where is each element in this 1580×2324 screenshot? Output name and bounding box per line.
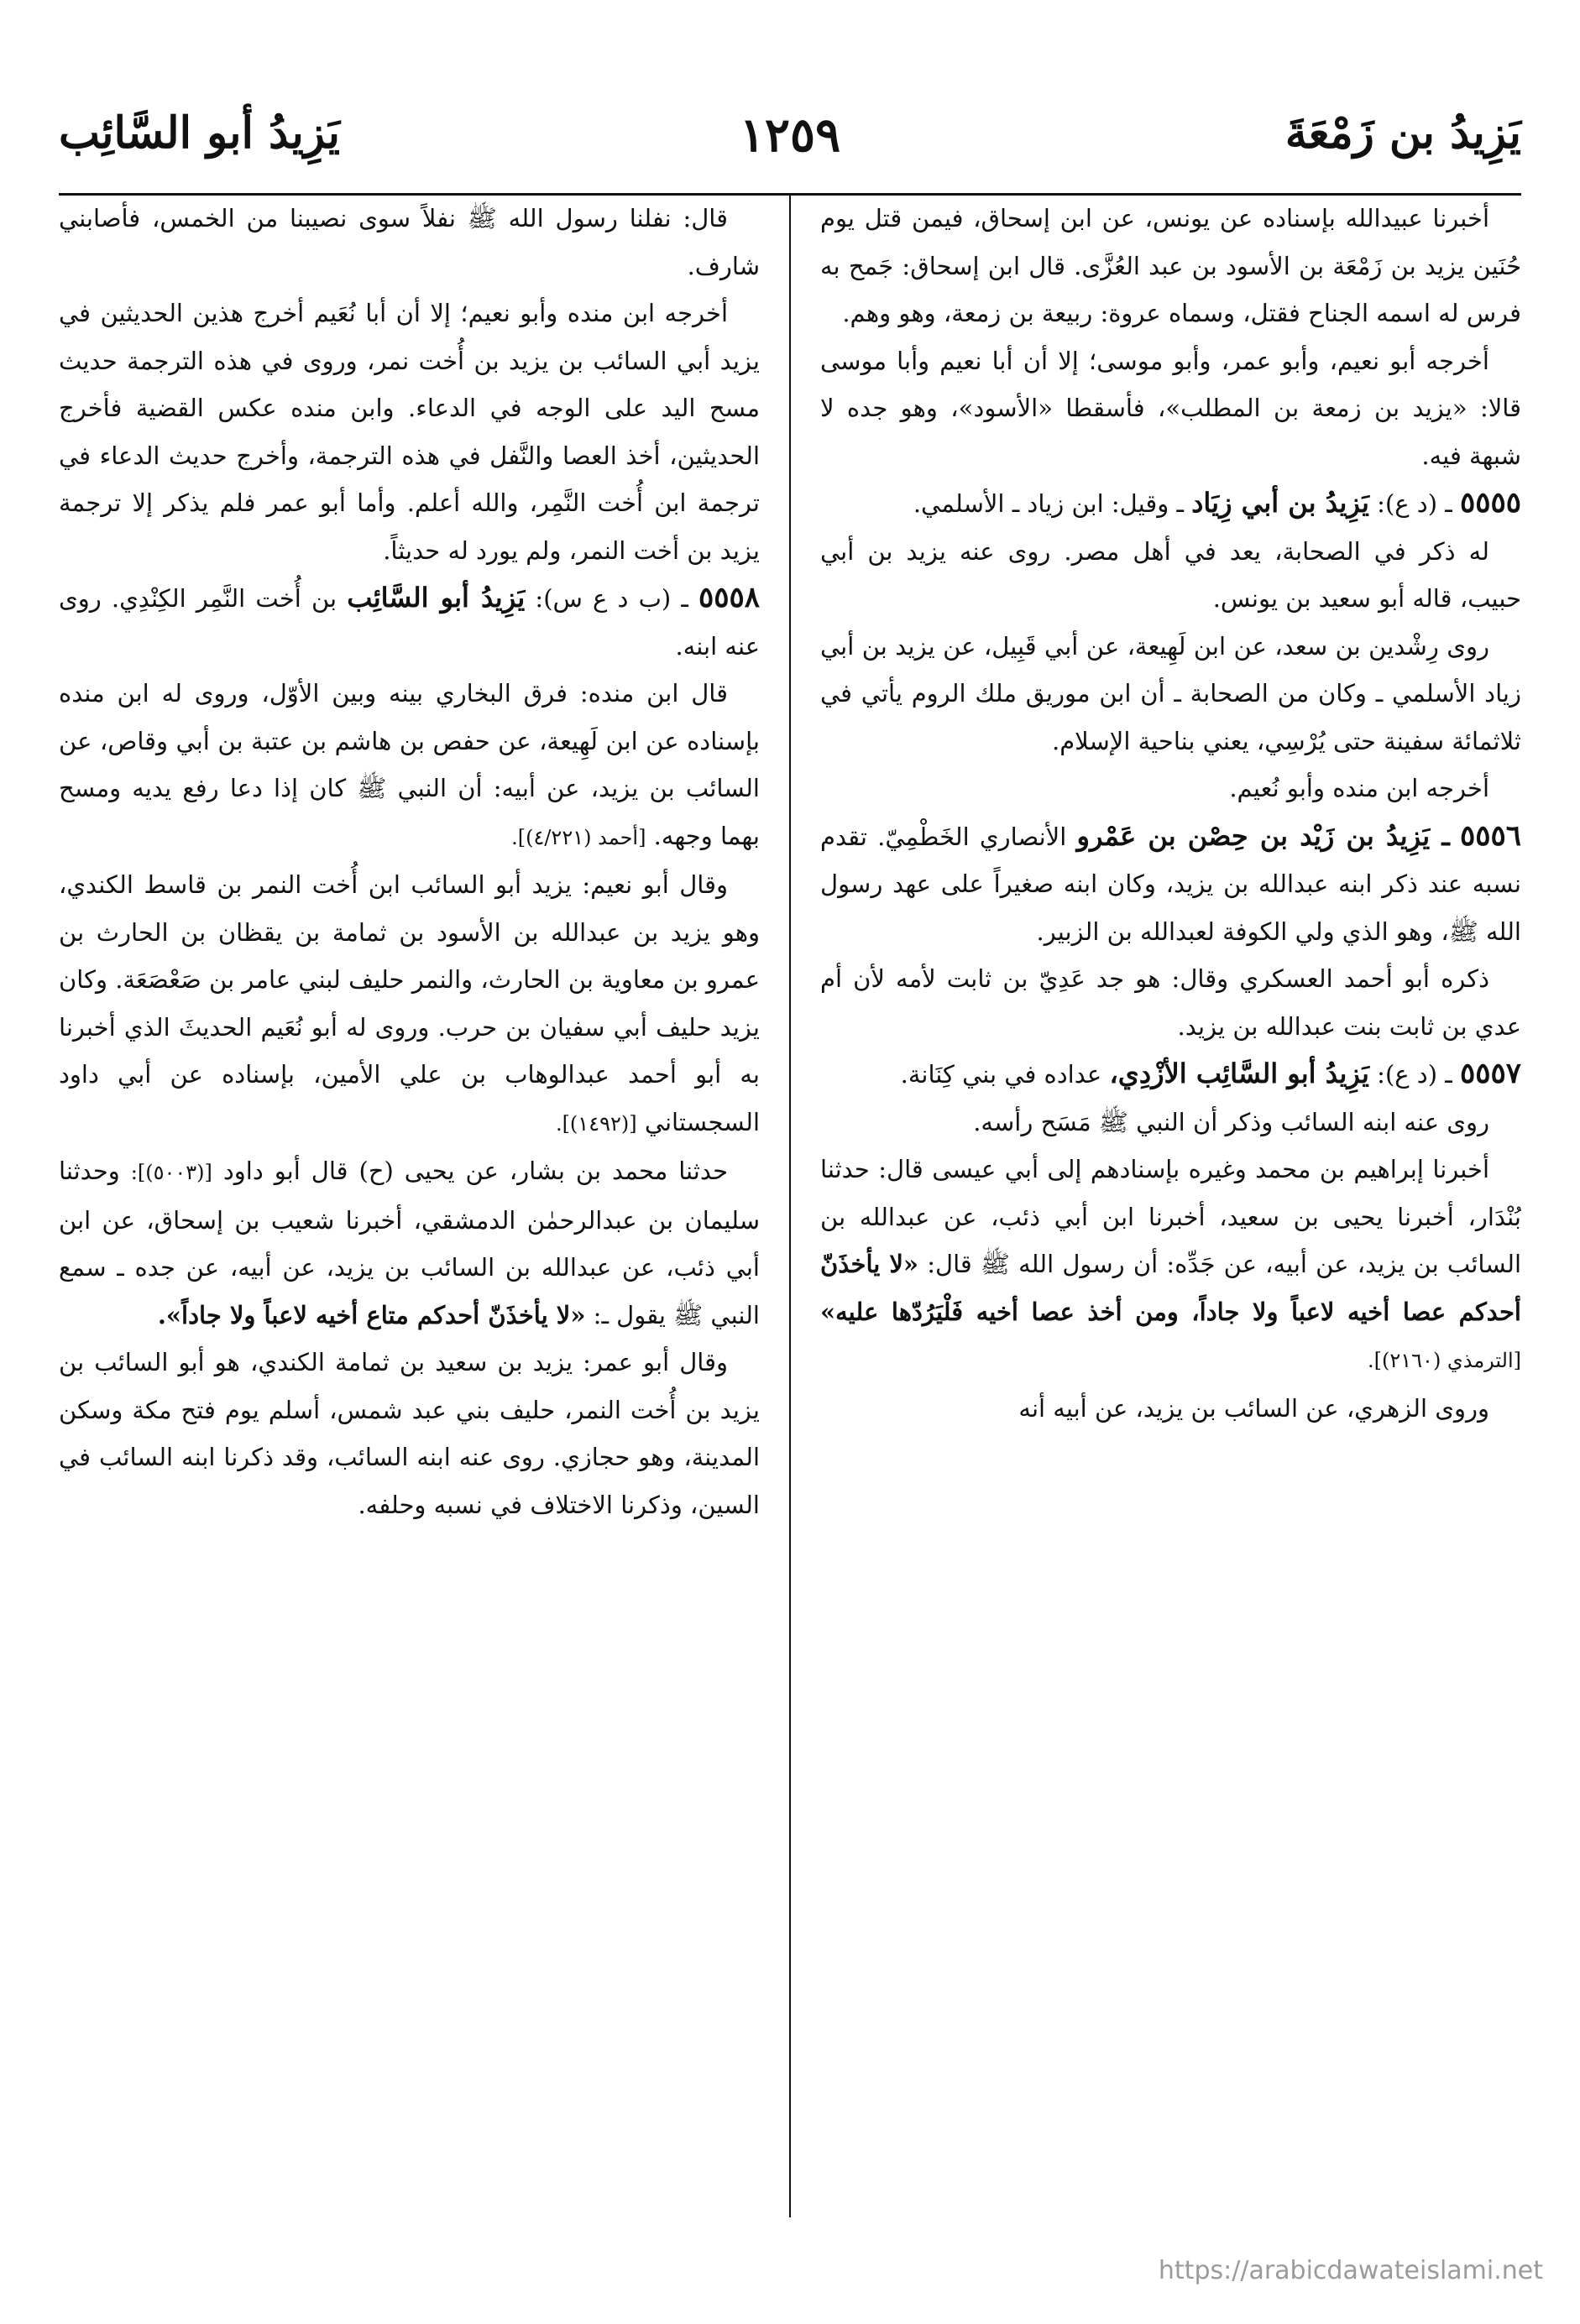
- paragraph: [59, 1147, 760, 1339]
- entry-name: يَزِيدُ أبو السَّائِب: [347, 582, 526, 614]
- entry-5555: [820, 479, 1521, 528]
- running-title-left: يَزِيدُ أبو السَّائِب: [59, 107, 340, 159]
- entry-name: ـ يَزِيدُ بن زَيْد بن حِصْن بن عَمْرو: [1076, 819, 1450, 852]
- entry-name: يَزِيدُ أبو السَّائِب الأزْدِي،: [1109, 1058, 1369, 1089]
- entry-number: ٥٥٥٥: [1459, 486, 1521, 520]
- right-column: [820, 195, 1521, 2226]
- left-column: [59, 195, 760, 2226]
- entry-symbols: ـ (د ع):: [1377, 489, 1452, 518]
- reference: [(١٤٩٢)].: [555, 1111, 637, 1136]
- paragraph: أخرجه ابن منده وأبو نعيم؛ إلا أن أبا نُعَيم أخرج هذين الحديثين في يزيد أبي السائب بن يزيد بن أُخت نمر، وروى في هذه الترجمة حديث مسح اليد على الوجه في الدعاء. وابن منده عكس القضية فأخرج الحديثين، أخذ العصا والنَّفل في هذه الترجمة، وأخرج حديث الدعاء في ترجمة ابن أُخت النَّمِر، والله أعلم. وأما أبو عمر فلم يذكر إلا ترجمة يزيد بن أخت النمر، ولم يورد له حديثاً.: [59, 299, 760, 565]
- entry-text: عداده في بني كِنَانة.: [900, 1060, 1102, 1089]
- entry-symbols: ـ (د ع):: [1377, 1060, 1452, 1089]
- page-header: [59, 101, 1521, 196]
- entry-number: ٥٥٥٨: [698, 581, 760, 614]
- entry-symbols: ـ (ب د ع س):: [535, 584, 688, 613]
- paragraph: [820, 1146, 1521, 1385]
- hadith-chain: أخبرنا إبراهيم بن محمد وغيره بإسنادهم إلى أبي عيسى قال: حدثنا بُنْدَار، أخبرنا يحيى بن سعيد، أخبرنا ابن أبي ذئب، عن عبدالله بن السائب بن يزيد، عن أبيه، عن جَدِّه: أن رسول الله ﷺ قال:: [820, 1155, 1521, 1278]
- paragraph: وقال أبو عمر: يزيد بن سعيد بن ثمامة الكندي، هو أبو السائب بن يزيد بن أُخت النمر، حليف بني عبد شمس، أسلم يوم فتح مكة وسكن المدينة، وهو حجازي. روى عنه ابنه السائب، وقد ذكرنا ابنه السائب في السين، وذكرنا الاختلاف في نسبه وحلفه.: [59, 1348, 760, 1519]
- paragraph: قال: نفلنا رسول الله ﷺ نفلاً سوى نصيبنا من الخمس، فأصابني شارف.: [59, 204, 760, 280]
- entry-5558: [59, 574, 760, 670]
- hadith-text: «لا يأخذَنّ أحدكم عصا أخيه لاعباً ولا جاداً، ومن أخذ عصا أخيه فَلْيَرُدّها عليه»: [820, 1250, 1521, 1326]
- paragraph: أخبرنا عبيدالله بإسناده عن يونس، عن ابن إسحاق، فيمن قتل يوم حُنَين يزيد بن زَمْعَة بن الأسود بن عبد العُزَّى. قال ابن إسحاق: جَمح به فرس له اسمه الجناح فقتل، وسماه عروة: ربيعة بن زمعة، وهو وهم.: [820, 204, 1521, 327]
- paragraph: [59, 861, 760, 1147]
- entry-5556: [820, 812, 1521, 956]
- entry-text: بن أُخت النَّمِر الكِنْدِي. روى عنه ابنه.: [59, 584, 760, 661]
- paragraph: أخرجه ابن منده وأبو نُعيم.: [1229, 774, 1489, 802]
- hadith-chain: وحدثنا سليمان بن عبدالرحمٰن الدمشقي، أخبرنا شعيب بن إسحاق، عن ابن أبي ذئب، عن عبدالله بن السائب بن يزيد، عن أبيه، عن جده ـ سمع النبي ﷺ يقول ـ:: [59, 1157, 760, 1329]
- entry-name: يَزِيدُ بن أبي زِيَاد: [1191, 487, 1369, 519]
- paragraph-text: وقال أبو نعيم: يزيد أبو السائب ابن أُخت النمر بن قاسط الكندي، وهو يزيد بن عبدالله بن الأسود بن ثمامة بن يقظان بن الحارث بن عمرو بن معاوية بن الحارث، والنمر حليف لبني عامر بن صَعْصَعَة. وكان يزيد حليف أبي سفيان بن حرب. وروى له أبو نُعَيم الحديثَ الذي أخبرنا به أبو أحمد عبدالوهاب بن علي الأمين، بإسناده عن أبي داود السجستاني: [59, 870, 760, 1136]
- paragraph: [59, 670, 760, 861]
- paragraph: أخرجه أبو نعيم، وأبو عمر، وأبو موسى؛ إلا أن أبا نعيم وأبا موسى قالا: «يزيد بن زمعة بن المطلب»، فأسقطا «الأسود»، وهو جده لا شبهة فيه.: [820, 346, 1521, 470]
- paragraph: وروى الزهري، عن السائب بن يزيد، عن أبيه أنه: [1018, 1393, 1489, 1423]
- reference: [أحمد (٤/٢٢١)].: [511, 825, 646, 849]
- entry-number: ٥٥٥٧: [1459, 1057, 1521, 1090]
- paragraph: له ذكر في الصحابة، يعد في أهل مصر. روى عنه يزيد بن أبي حبيب، قاله أبو سعيد بن يونس.: [820, 536, 1521, 613]
- reference: [(٥٠٠٣)]:: [130, 1161, 212, 1184]
- entry-text: ـ وقيل: ابن زياد ـ الأسلمي.: [913, 489, 1184, 518]
- entry-text: الأنصاري الخَطْمِيّ. تقدم نسبه عند ذكر ابنه عبدالله بن يزيد، وكان ابنه صغيراً على عهد رسول الله ﷺ، وهو الذي ولي الكوفة لعبدالله بن الزبير.: [820, 822, 1521, 946]
- entry-number: ٥٥٥٦: [1459, 818, 1521, 853]
- hadith-text: «لا يأخذَنّ أحدكم متاع أخيه لاعباً ولا جاداً».: [157, 1300, 586, 1329]
- reference: [الترمذي (٢١٦٠)].: [1368, 1349, 1521, 1372]
- paragraph: روى رِشْدين بن سعد، عن ابن لَهِيعة، عن أبي قَبِيل، عن يزيد بن أبي زياد الأسلمي ـ وكان من الصحابة ـ أن ابن موريق ملك الروم يأتي في ثلاثمائة سفينة حتى يُرْسِي، يعني بناحية الإسلام.: [820, 631, 1521, 755]
- paragraph-text: قال ابن منده: فرق البخاري بينه وبين الأوّل، وروى له ابن منده بإسناده عن ابن لَهِيعة، عن حفص بن هاشم بن عتبة بن أبي وقاص، عن السائب بن يزيد، عن أبيه: أن النبي ﷺ كان إذا دعا رفع يديه ومسح بهما وجهه.: [59, 679, 760, 850]
- watermark-url: https://arabicdawateislami.net: [1158, 2256, 1543, 2285]
- running-title-right: يَزِيدُ بن زَمْعَةَ: [1284, 107, 1521, 159]
- paragraph: روى عنه ابنه السائب وذكر أن النبي ﷺ مَسَح رأسه.: [973, 1107, 1489, 1136]
- paragraph: ذكره أبو أحمد العسكري وقال: هو جد عَدِيّ بن ثابت لأمه لأن أم عدي بن ثابت بنت عبدالله بن يزيد.: [820, 964, 1521, 1041]
- column-divider: [789, 195, 791, 2217]
- page-number: ١٢٥٩: [739, 107, 841, 163]
- entry-5557: [820, 1050, 1521, 1099]
- hadith-chain: حدثنا محمد بن بشار، عن يحيى (ح) قال أبو داود: [222, 1157, 729, 1185]
